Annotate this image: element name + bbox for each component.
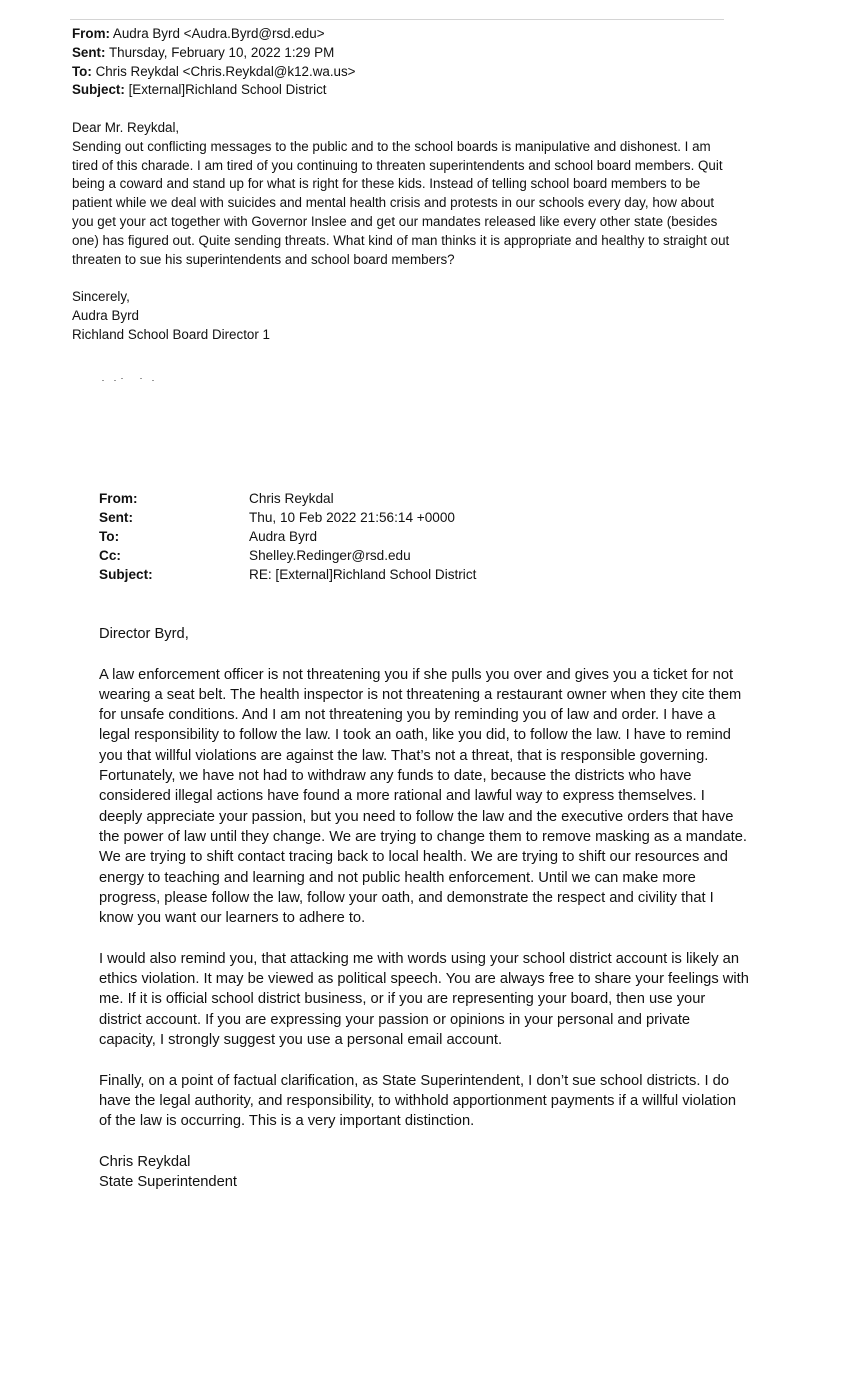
- email1-from-value: Audra Byrd <Audra.Byrd@rsd.edu>: [112, 26, 325, 41]
- email2-cc-row: [99, 547, 739, 566]
- email1-sent-value: Thursday, February 10, 2022 1:29 PM: [108, 44, 335, 60]
- email1-greeting: Dear Mr. Reykdal,: [72, 119, 180, 135]
- email2-to-label: To:: [99, 528, 120, 544]
- spacer: [72, 100, 732, 119]
- email2-to-value: Audra Byrd: [249, 528, 318, 544]
- original-email: [72, 25, 732, 345]
- email1-signature: [72, 288, 732, 344]
- scan-artifact: [100, 376, 170, 384]
- email2-signature: [99, 1152, 749, 1193]
- email2-to-row: [99, 528, 739, 547]
- email2-from-label: From:: [99, 491, 138, 506]
- email2-signer-title: State Superintendent: [99, 1174, 238, 1191]
- email1-body: [72, 119, 732, 269]
- email2-from-value: Chris Reykdal: [249, 491, 334, 506]
- email2-sent-value: Thu, 10 Feb 2022 21:56:14 +0000: [249, 509, 455, 525]
- email1-to-value: Chris Reykdal <Chris.Reykdal@k12.wa.us>: [95, 63, 356, 79]
- email1-subject-line: [72, 81, 732, 100]
- email1-to-label: To:: [72, 63, 92, 79]
- email2-paragraph-1: A law enforcement officer is not threatening you if she pulls you over and gives you a ticket for not wearing a seat belt. The health inspector is not threatening a restaurant owner when they cite them for unsafe conditions. And I am not threatening you by reminding you of law and order. I have a legal responsibility to follow the law. I took an oath, like you did, to follow the law. I have to remind you that willful violations are against the law. That’s not a threat, that is responsible governing. Fortunately, we have not had to withdraw any funds to date, because the districts who have considered illegal actions have found a more rational and lawful way to express themselves. I deeply appreciate your passion, but you need to follow the law and the executive orders that have the power of law until they change. We are trying to change them to remove masking as a mandate. We are trying to shift contact tracing back to local health. We are trying to shift our resources and energy to teaching and learning and not public health enforcement. Until we can make more progress, please follow the law, follow your oath, and demonstrate the respect and civility that I know you want our learners to adhere to.: [99, 666, 747, 927]
- email2-sent-row: [99, 509, 739, 528]
- email1-from-label: From:: [72, 26, 110, 41]
- email1-message: Sending out conflicting messages to the public and to the school boards is manipulative and dishonest. I am tired of this charade. I am tired of you continuing to threaten superintendents and school board members. Quit being a coward and stand up for what is right for these kids. Instead of telling school board members to be patient while we deal with suicides and mental health crisis and protests in our schools every day, how about you get your act together with Governor Inslee and get our mandates released like every other state (besides one) has figured out. Quite sending threats. What kind of man thinks it is appropriate and healthy to straight out threaten to sue his superintendents and school board members?: [72, 138, 730, 267]
- email2-from-row: [99, 490, 739, 509]
- email1-subject-value: [External]Richland School District: [128, 82, 327, 98]
- email2-subject-value: RE: [External]Richland School District: [249, 566, 477, 582]
- email1-sent-line: [72, 44, 732, 63]
- email1-to-line: [72, 63, 732, 82]
- email2-subject-label: Subject:: [99, 566, 153, 582]
- email2-cc-label: Cc:: [99, 547, 121, 563]
- email1-signer-title: Richland School Board Director 1: [72, 326, 270, 342]
- email2-paragraph-3: Finally, on a point of factual clarification, as State Superintendent, I don’t sue school districts. I do have the legal authority, and responsibility, to withhold apportionment payments if a willful violation of the law is occurring. This is a very important distinction.: [99, 1072, 737, 1130]
- email2-signer-name: Chris Reykdal: [99, 1153, 191, 1170]
- reply-email-header: [99, 490, 739, 585]
- email2-sent-label: Sent:: [99, 509, 133, 525]
- email1-sent-label: Sent:: [72, 44, 106, 60]
- reply-email-body: [99, 624, 749, 1192]
- spacer: [72, 269, 732, 288]
- email2-subject-row: [99, 566, 739, 585]
- email2-paragraph-2: I would also remind you, that attacking me with words using your school district account is likely an ethics violation. It may be viewed as political speech. You are always free to share your feelings with me. If it is official school district business, or if you are representing your board, then use your district account. If you are expressing your passion or opinions in your personal and private capacity, I strongly suggest you use a personal email account.: [99, 950, 749, 1048]
- email1-signer-name: Audra Byrd: [72, 307, 139, 323]
- email1-subject-label: Subject:: [72, 82, 125, 98]
- email2-greeting: Director Byrd,: [99, 626, 189, 642]
- email2-cc-value: Shelley.Redinger@rsd.edu: [249, 547, 411, 563]
- header-divider: [70, 19, 724, 20]
- email1-closing: Sincerely,: [72, 289, 130, 305]
- email1-from-line: [72, 25, 732, 44]
